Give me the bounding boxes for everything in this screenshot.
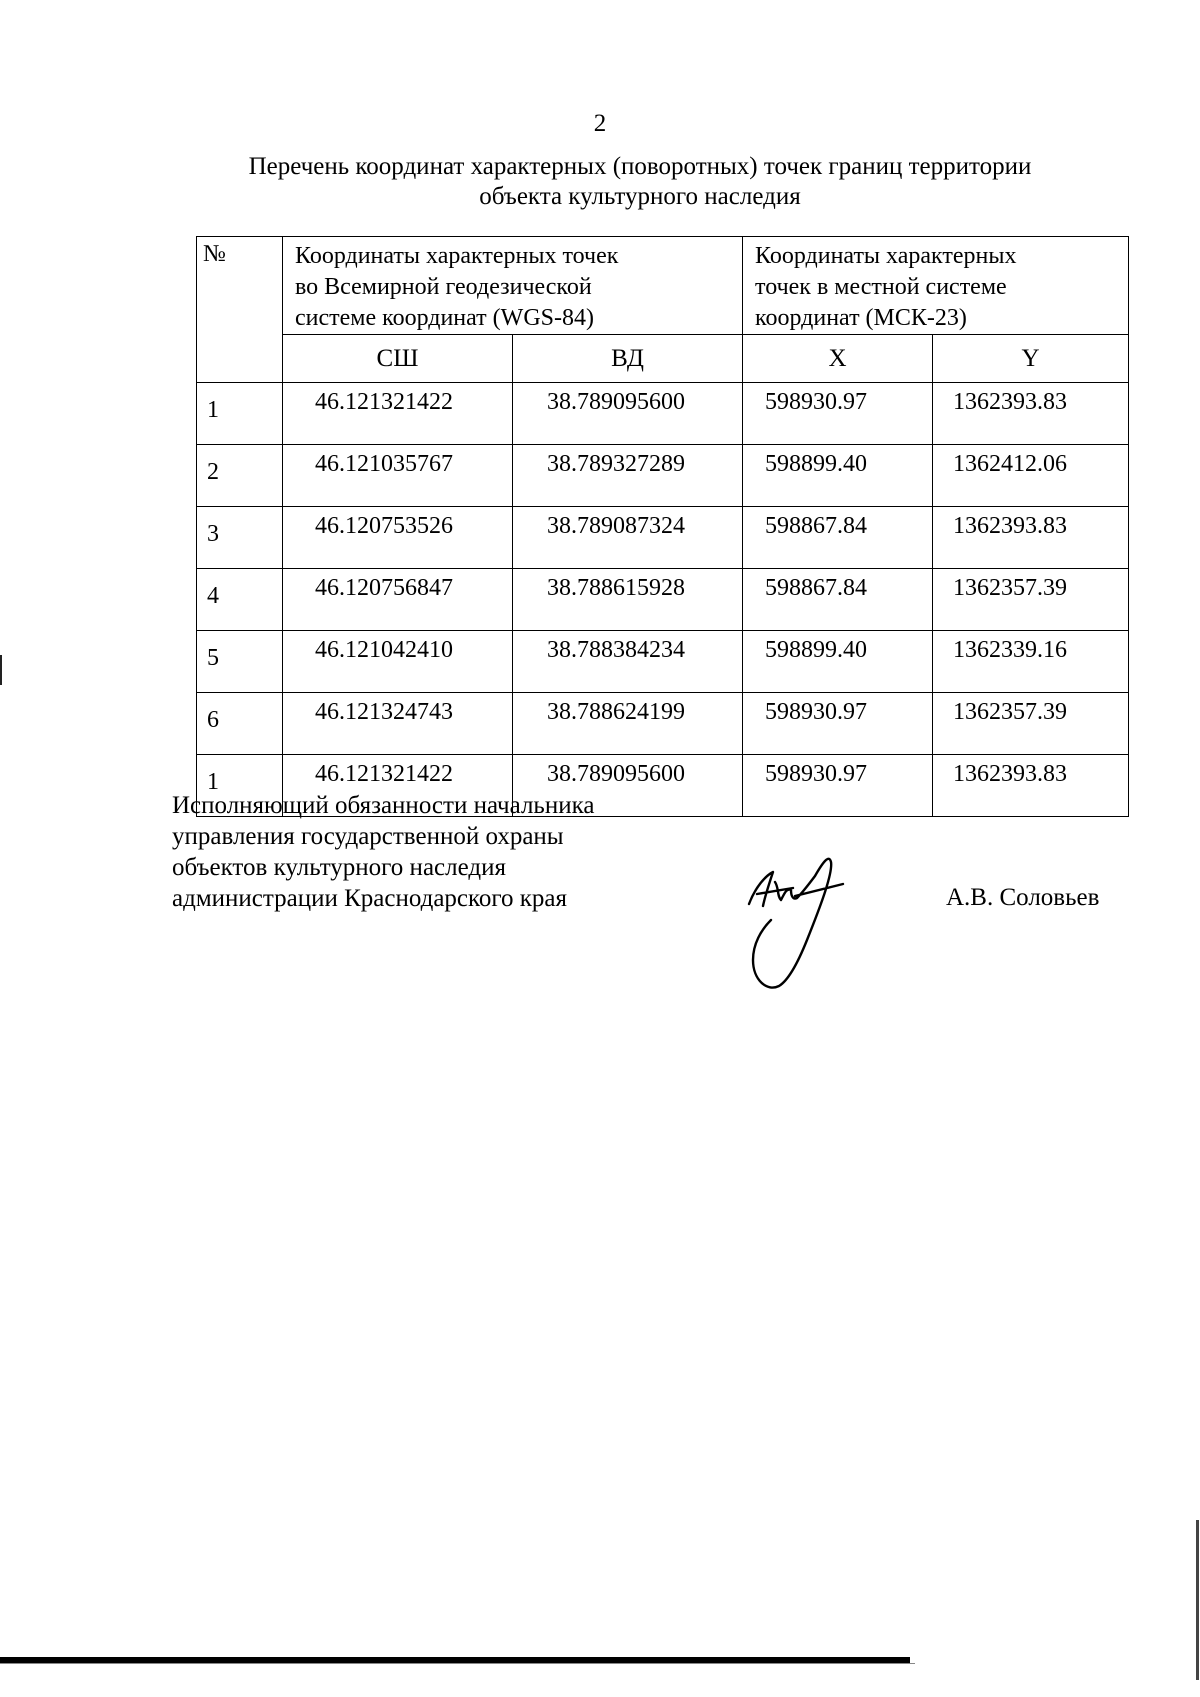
cell-latitude: 46.121321422: [283, 383, 513, 445]
msk-header-line: координат (МСК-23): [755, 305, 967, 331]
cell-point-number: 5: [197, 631, 283, 693]
cell-x: 598930.97: [743, 383, 933, 445]
table-row: [197, 507, 1129, 569]
cell-y: 1362357.39: [933, 569, 1129, 631]
table-body: [197, 383, 1129, 817]
signatory-position-line: администрации Краснодарского края: [172, 885, 568, 912]
column-header-latitude: СШ: [283, 335, 513, 383]
cell-point-number: 6: [197, 693, 283, 755]
cell-point-number: 1: [197, 383, 283, 445]
cell-point-number: 4: [197, 569, 283, 631]
cell-longitude: 38.789087324: [513, 507, 743, 569]
cell-x: 598930.97: [743, 755, 933, 817]
page-number: 2: [593, 110, 607, 137]
cell-longitude: 38.789095600: [513, 755, 743, 817]
column-header-number: №: [197, 237, 283, 383]
table-row: [197, 383, 1129, 445]
cell-latitude: 46.121324743: [283, 693, 513, 755]
document-title-line-2: объекта культурного наследия: [479, 183, 801, 210]
document-title: [160, 152, 1120, 212]
cell-point-number: 1: [197, 755, 283, 817]
wgs-header-line: Координаты характерных точек: [295, 243, 619, 269]
cell-longitude: 38.789095600: [513, 383, 743, 445]
cell-x: 598899.40: [743, 445, 933, 507]
cell-latitude: 46.121042410: [283, 631, 513, 693]
cell-x: 598899.40: [743, 631, 933, 693]
scan-bottom-line: [0, 1663, 915, 1664]
signatory-position-line: Исполняющий обязанности начальника: [172, 792, 595, 819]
cell-latitude: 46.120756847: [283, 569, 513, 631]
table-row: [197, 445, 1129, 507]
table-row: [197, 631, 1129, 693]
cell-latitude: 46.121035767: [283, 445, 513, 507]
coordinates-table: [196, 236, 1129, 817]
cell-y: 1362393.83: [933, 507, 1129, 569]
cell-longitude: 38.788624199: [513, 693, 743, 755]
column-group-wgs84: [283, 237, 743, 335]
document-title-line-1: Перечень координат характерных (поворотных) точек границ территории: [248, 153, 1032, 180]
cell-point-number: 2: [197, 445, 283, 507]
signatory-position-line: объектов культурного наследия: [172, 854, 506, 881]
column-group-msk23: [743, 237, 1129, 335]
column-header-y: Y: [933, 335, 1129, 383]
cell-y: 1362339.16: [933, 631, 1129, 693]
scan-edge-mark: [1196, 1520, 1199, 1680]
wgs-header-line: системе координат (WGS-84): [295, 305, 594, 331]
handwritten-signature: [735, 848, 885, 998]
cell-longitude: 38.789327289: [513, 445, 743, 507]
signer-name: А.В. Соловьев: [946, 884, 1100, 911]
table-row: [197, 693, 1129, 755]
cell-x: 598867.84: [743, 507, 933, 569]
msk-header-line: точек в местной системе: [755, 274, 1007, 300]
cell-y: 1362393.83: [933, 755, 1129, 817]
scan-edge-mark: [0, 655, 2, 685]
msk-header-line: Координаты характерных: [755, 243, 1017, 269]
cell-x: 598867.84: [743, 569, 933, 631]
cell-y: 1362412.06: [933, 445, 1129, 507]
signatory-position: [172, 790, 594, 914]
cell-point-number: 3: [197, 507, 283, 569]
wgs-header-line: во Всемирной геодезической: [295, 274, 592, 300]
cell-y: 1362357.39: [933, 693, 1129, 755]
cell-longitude: 38.788384234: [513, 631, 743, 693]
cell-latitude: 46.121321422: [283, 755, 513, 817]
cell-longitude: 38.788615928: [513, 569, 743, 631]
cell-latitude: 46.120753526: [283, 507, 513, 569]
signatory-position-line: управления государственной охраны: [172, 823, 564, 850]
column-header-x: X: [743, 335, 933, 383]
cell-y: 1362393.83: [933, 383, 1129, 445]
cell-x: 598930.97: [743, 693, 933, 755]
column-header-longitude: ВД: [513, 335, 743, 383]
table-row: [197, 569, 1129, 631]
